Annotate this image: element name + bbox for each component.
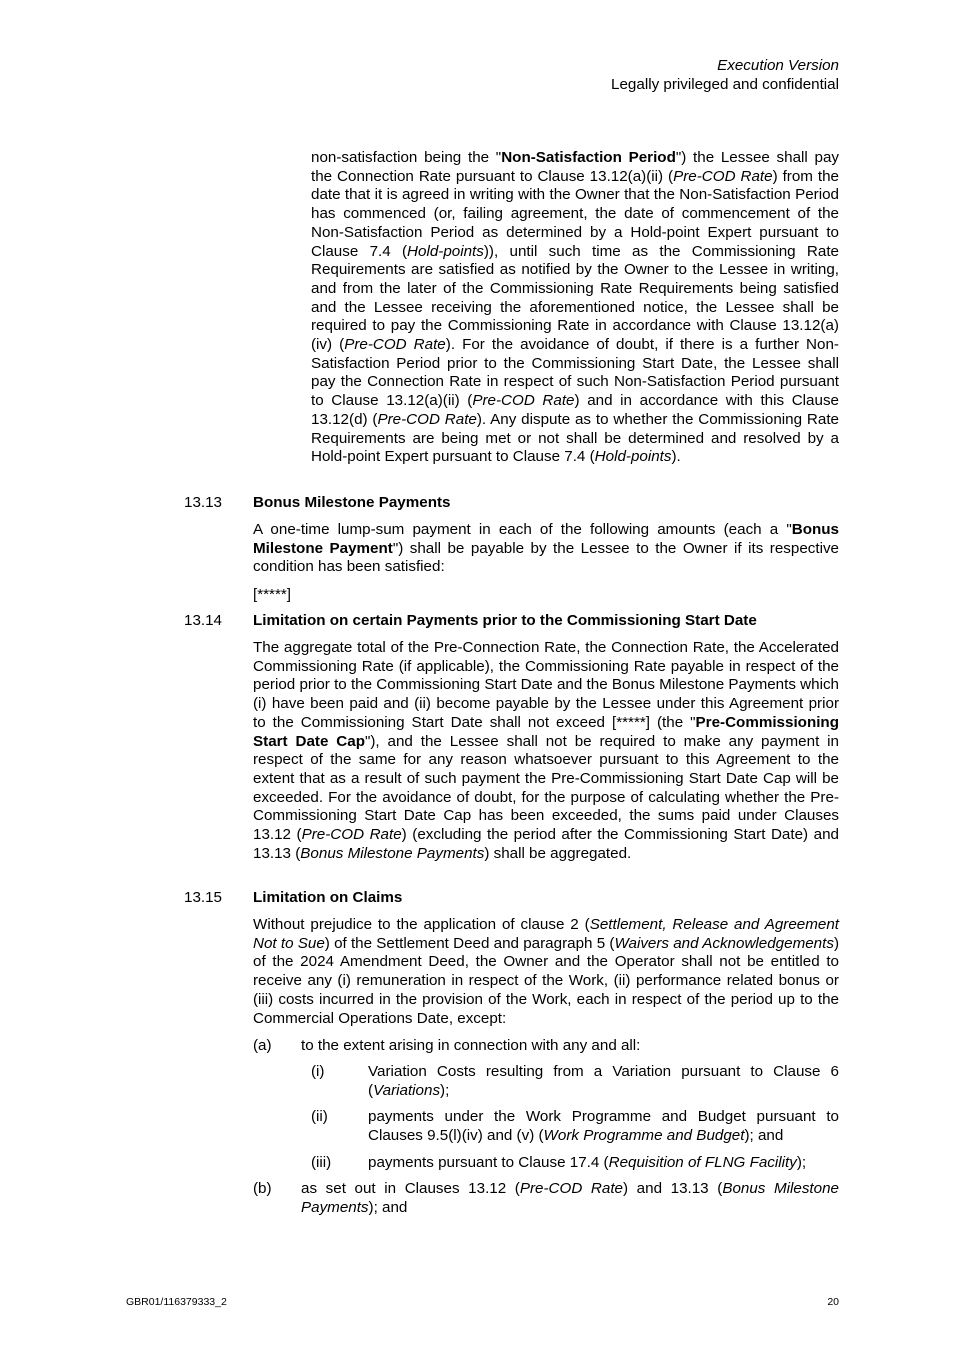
text: Variation Costs resulting from a Variation pursuant to Clause 6 ( bbox=[368, 1063, 839, 1099]
text: payments under the Work Programme and Budget pursuant to Clauses 9.5(l)(iv) and (v) ( bbox=[368, 1108, 839, 1144]
page-header bbox=[611, 57, 839, 94]
text: ") shall be payable by the Lessee to the Owner if its respective condition has been satisfied: bbox=[253, 539, 839, 576]
text: ) and 13.13 ( bbox=[623, 1180, 723, 1197]
clause-reference: Pre-COD Rate bbox=[344, 336, 446, 354]
section-title-13-14: Limitation on certain Payments prior to the Commissioning Start Date bbox=[253, 612, 757, 629]
clause-reference: Pre-COD Rate bbox=[673, 167, 773, 185]
item-text-a: to the extent arising in connection with any and all: bbox=[301, 1037, 641, 1054]
clause-reference: Requisition of FLNG Facility bbox=[608, 1154, 797, 1171]
section-title-13-15: Limitation on Claims bbox=[253, 889, 403, 906]
defined-term: Bonus Milestone Payment bbox=[253, 521, 839, 557]
section-13-14-paragraph bbox=[253, 639, 839, 863]
clause-reference: Waivers and Acknowledgements bbox=[614, 934, 834, 952]
defined-term: Non-Satisfaction Period bbox=[501, 149, 676, 166]
clause-reference: Hold-points bbox=[407, 242, 484, 260]
text: ); and bbox=[368, 1198, 408, 1216]
text: payments pursuant to Clause 17.4 ( bbox=[368, 1154, 609, 1171]
section-number-13-13: 13.13 bbox=[184, 494, 223, 511]
text: ). For the avoidance of doubt, if there is a further Non-Satisfaction Period prior to the Commissioning Start Date, the Lessee shall pay the Connection Rate in respect of such Non-Satisfaction Period pursuant to Clause 13.12(a)(ii) ( bbox=[311, 336, 839, 410]
text: ) of the 2024 Amendment Deed, the Owner and the Operator shall not be entitled to receive any (i) remuneration in respect of the Work, (ii) performance related bonus or (iii) costs incurred in the provision of the Work, each in respect of the period up to the Commercial Operations Date, except: bbox=[253, 934, 839, 1027]
clause-reference: Work Programme and Budget bbox=[543, 1126, 745, 1144]
clause-reference: Pre-COD Rate bbox=[519, 1180, 623, 1197]
clause-reference: Hold-points bbox=[594, 448, 672, 466]
section-number-13-15: 13.15 bbox=[184, 889, 223, 906]
item-text-i bbox=[368, 1063, 839, 1100]
text: Without prejudice to the application of clause 2 ( bbox=[253, 916, 590, 933]
item-label-ii: (ii) bbox=[311, 1108, 328, 1125]
redacted-text: [*****] bbox=[253, 586, 291, 603]
text: ) and in accordance with this Clause 13.12(d) ( bbox=[311, 392, 839, 428]
text: The aggregate total of the Pre-Connection Rate, the Connection Rate, the Accelerated Commissioning Rate (if applicable), the Commissioning Rate payable in respect of the period prior to the Commissioning Start Date and the Bonus Milestone Payments which (i) have been paid and (ii) become payable by the Lessee under this Agreement prior to the Commissioning Start Date shall not exceed [*****] (the " bbox=[253, 639, 839, 731]
text: A one-time lump-sum payment in each of the following amounts (each a " bbox=[253, 521, 792, 538]
section-13-15-paragraph bbox=[253, 916, 839, 1028]
text: ). Any dispute as to whether the Commissioning Rate Requirements are being met or not shall be determined and resolved by a Hold-point Expert pursuant to Clause 7.4 ( bbox=[311, 410, 839, 466]
clause-reference: Pre-COD Rate bbox=[472, 392, 575, 410]
text: ); bbox=[440, 1081, 450, 1099]
text: ) of the Settlement Deed and paragraph 5 ( bbox=[324, 934, 615, 952]
clause-reference: Pre-COD Rate bbox=[377, 410, 477, 428]
item-label-a: (a) bbox=[253, 1037, 272, 1054]
defined-term: Pre-Commissioning Start Date Cap bbox=[253, 713, 839, 750]
header-version: Execution Version bbox=[717, 57, 839, 74]
clause-reference: Variations bbox=[373, 1081, 441, 1099]
text: non-satisfaction being the " bbox=[311, 149, 502, 166]
clause-reference: Bonus Milestone Payments bbox=[300, 844, 485, 862]
item-label-b: (b) bbox=[253, 1180, 272, 1197]
text: as set out in Clauses 13.12 ( bbox=[301, 1180, 520, 1197]
section-title-13-13: Bonus Milestone Payments bbox=[253, 494, 451, 511]
text: ); bbox=[796, 1154, 807, 1171]
item-text-iii bbox=[368, 1154, 839, 1173]
text: ) from the date that it is agreed in writing with the Owner that the Non-Satisfaction Period has commenced (or, failing agreement, the date of commencement of the Non-Satisfaction Period as determined by a Hold-point Expert pursuant to Clause 7.4 ( bbox=[311, 167, 839, 260]
header-confidentiality: Legally privileged and confidential bbox=[611, 75, 839, 93]
item-label-iii: (iii) bbox=[311, 1154, 332, 1171]
text: ) shall be aggregated. bbox=[484, 844, 632, 862]
item-text-b bbox=[301, 1180, 839, 1217]
footer-doc-ref: GBR01/116379333_2 bbox=[126, 1296, 227, 1308]
section-number-13-14: 13.14 bbox=[184, 612, 223, 629]
item-label-i: (i) bbox=[311, 1063, 325, 1080]
continuation-paragraph bbox=[311, 149, 839, 467]
footer-page-number: 20 bbox=[827, 1296, 839, 1308]
clause-reference: Settlement, Release and Agreement Not to Sue bbox=[253, 916, 839, 952]
item-text-ii bbox=[368, 1108, 839, 1145]
text: "), and the Lessee shall not be required to make any payment in respect of the same for any reason whatsoever pursuant to this Agreement to the extent that as a result of such payment the Pre-Commissioning Start Date Cap will be exceeded. For the avoidance of doubt, for the purpose of calculating whether the Pre-Commissioning Start Date Cap has been exceeded, the sums paid under Clauses 13.12 ( bbox=[253, 732, 839, 844]
text: ); and bbox=[744, 1126, 784, 1144]
text: )), until such time as the Commissioning Rate Requirements are satisfied as notified by the Owner to the Lessee in writing, and from the later of the Commissioning Rate Requirements being satisfied and the Lessee receiving the aforementioned notice, the Lessee shall be required to pay the Commissioning Rate in accordance with Clause 13.12(a)(iv) ( bbox=[311, 242, 839, 354]
text: ) (excluding the period after the Commissioning Start Date) and 13.13 ( bbox=[253, 826, 839, 862]
text: ") the Lessee shall pay the Connection Rate pursuant to Clause 13.12(a)(ii) ( bbox=[311, 149, 839, 185]
section-13-13-paragraph bbox=[253, 521, 839, 577]
clause-reference: Bonus Milestone Payments bbox=[301, 1180, 839, 1216]
text: ). bbox=[671, 448, 681, 466]
clause-reference: Pre-COD Rate bbox=[301, 826, 402, 844]
